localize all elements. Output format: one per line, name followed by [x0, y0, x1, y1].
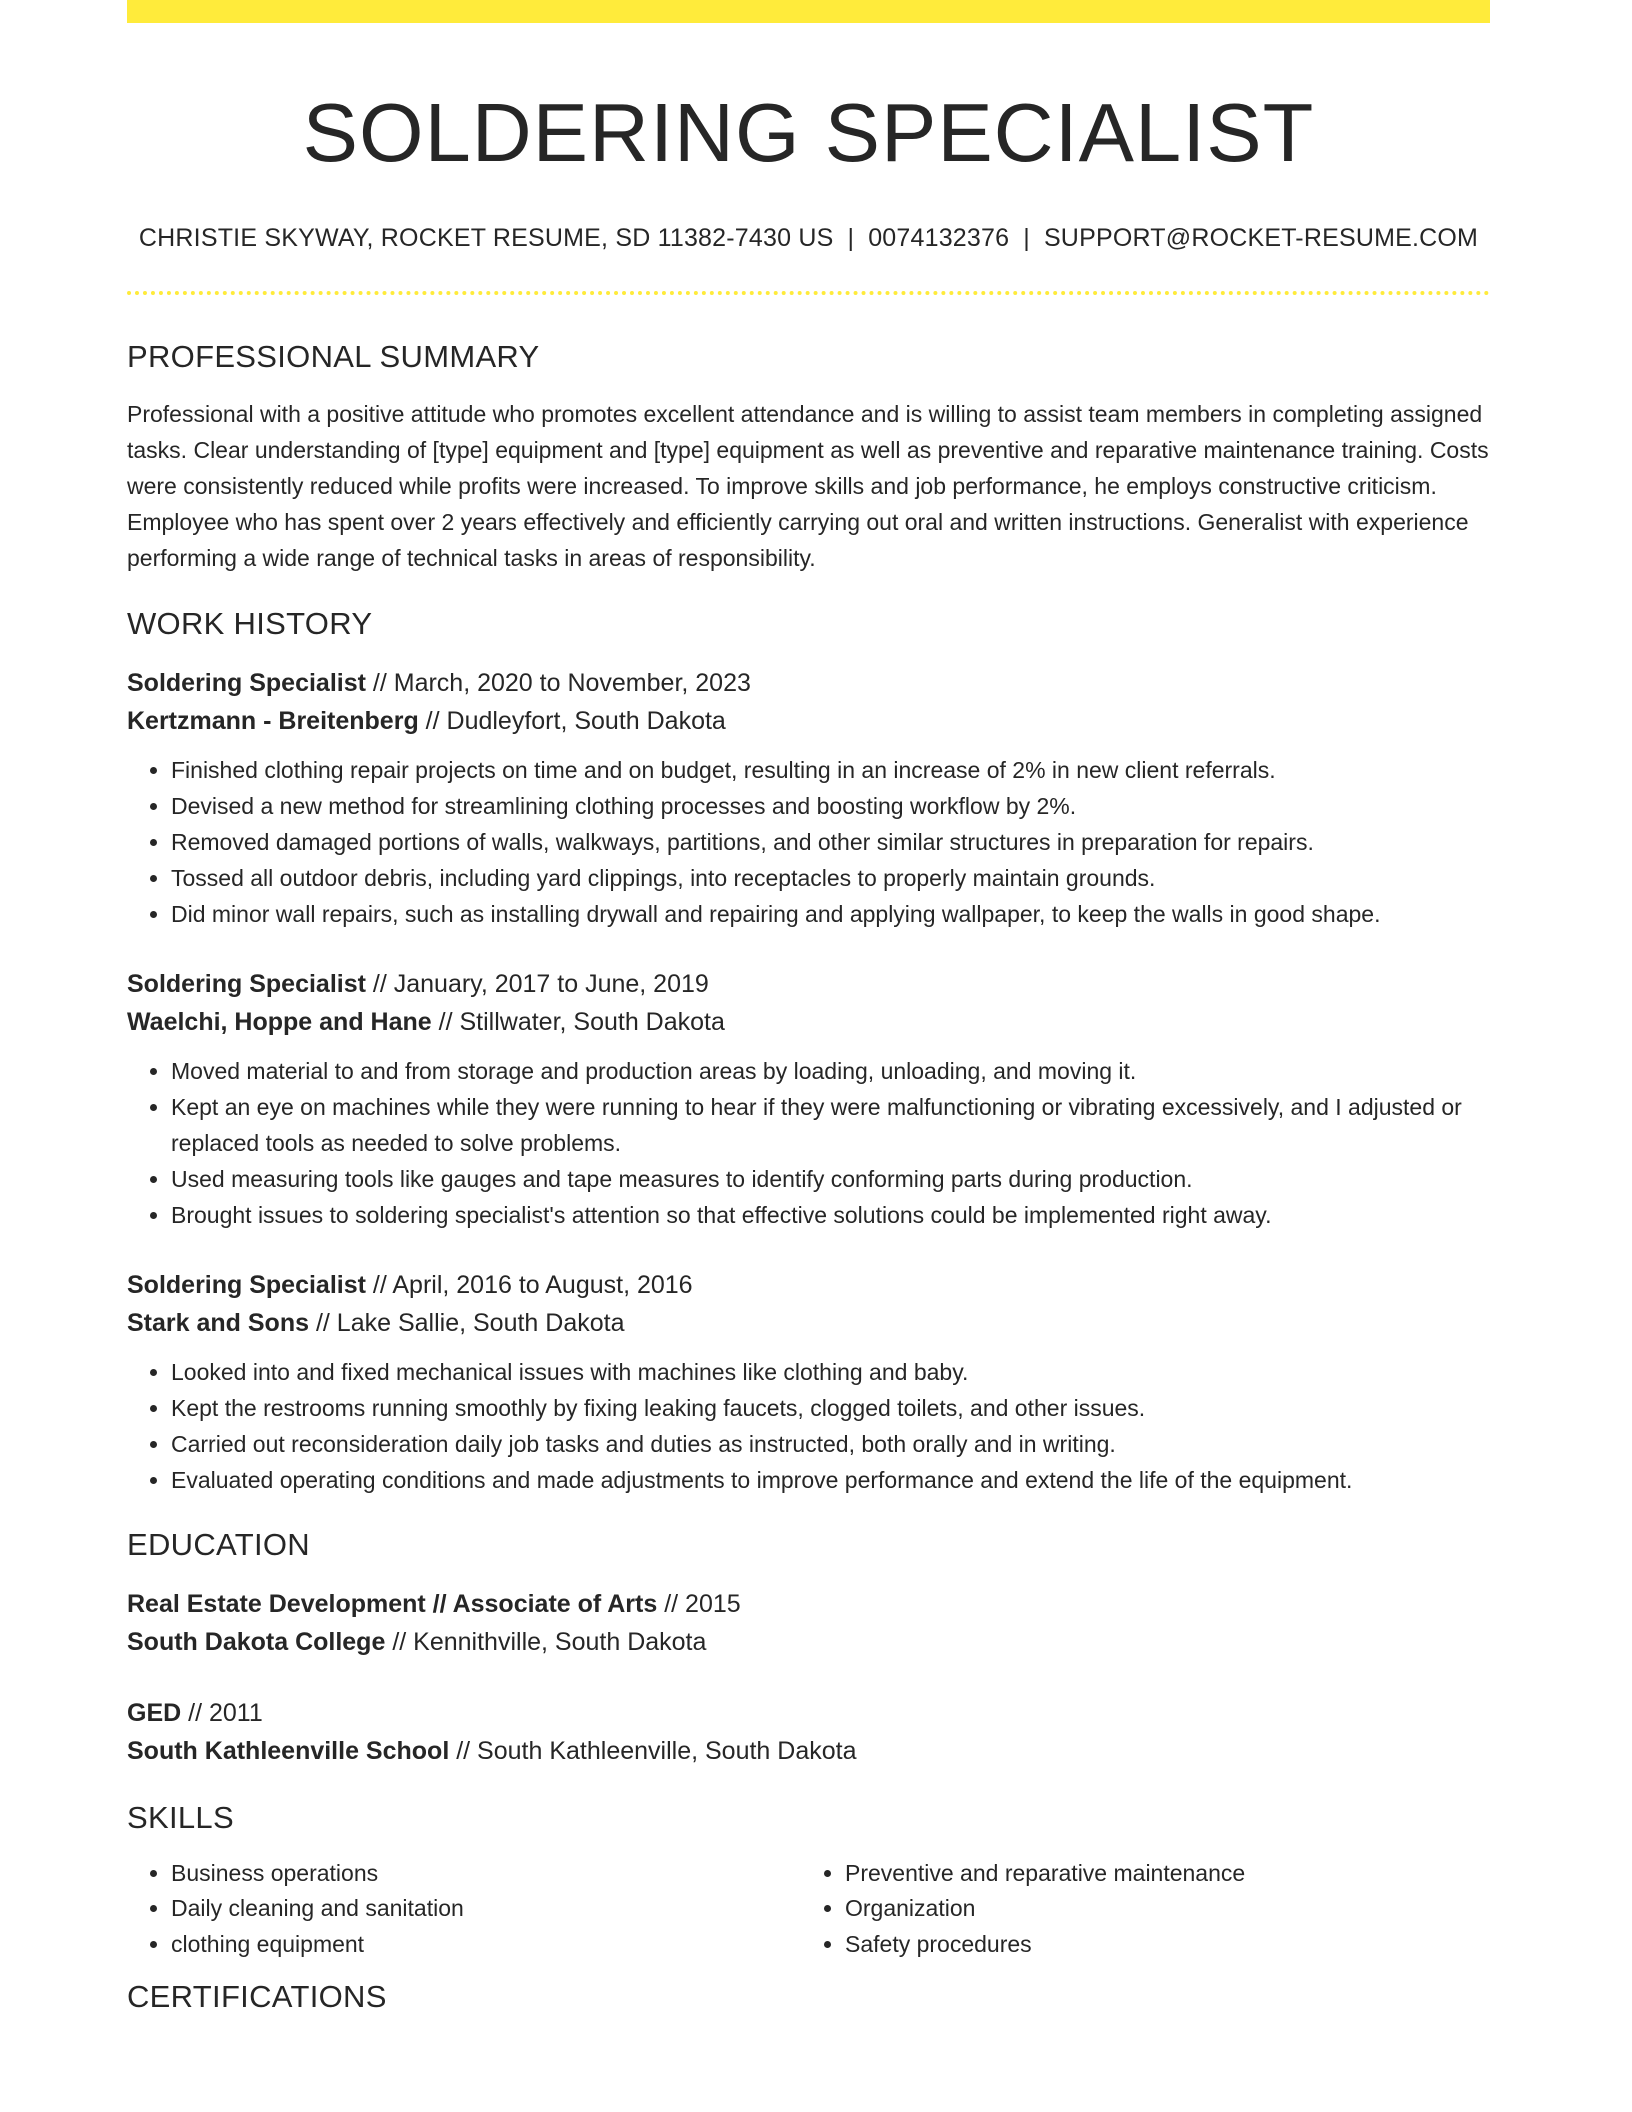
- skill-item: • Safety procedures: [845, 1927, 1475, 1963]
- job-bullet: • Removed damaged portions of walls, walkways, partitions, and other similar structures in preparation for repairs.: [171, 825, 1490, 861]
- job-bullet: • Kept the restrooms running smoothly by fixing leaking faucets, clogged toilets, and other issues.: [171, 1391, 1490, 1427]
- education-school: South Kathleenville School: [127, 1736, 450, 1765]
- contact-email: SUPPORT@ROCKET-RESUME.COM: [1043, 224, 1479, 253]
- contact-line: [127, 224, 1490, 253]
- skills-column-right: [801, 1856, 1475, 1963]
- contact-address: CHRISTIE SKYWAY, ROCKET RESUME, SD 11382-7430 US: [138, 224, 834, 253]
- job-location: // Lake Sallie, South Dakota: [315, 1309, 625, 1338]
- education-entry: [127, 1585, 1490, 1661]
- job-bullets: [127, 1355, 1490, 1498]
- resume-title: SOLDERING SPECIALIST: [302, 86, 1315, 179]
- job-role-line: [127, 965, 1490, 1003]
- job-role: Soldering Specialist: [127, 970, 366, 999]
- contact-phone: 0074132376: [868, 224, 1010, 253]
- job-bullet: • Brought issues to soldering specialist's attention so that effective solutions could be implemented right away.: [171, 1198, 1490, 1234]
- job-company-line: [127, 1003, 1490, 1041]
- summary-heading: PROFESSIONAL SUMMARY: [127, 339, 540, 375]
- education-school: South Dakota College: [127, 1627, 386, 1656]
- job-location: // Dudleyfort, South Dakota: [425, 707, 726, 736]
- job-bullet: • Moved material to and from storage and production areas by loading, unloading, and moving it.: [171, 1054, 1490, 1090]
- top-accent-bar: [127, 0, 1490, 23]
- job-bullet: • Carried out reconsideration daily job tasks and duties as instructed, both orally and in writing.: [171, 1427, 1490, 1463]
- job-company: Kertzmann - Breitenberg: [127, 707, 419, 736]
- skills-grid: [127, 1856, 1490, 1963]
- job-company: Waelchi, Hoppe and Hane: [127, 1008, 432, 1037]
- job-role: Soldering Specialist: [127, 1271, 366, 1300]
- job-entry: [127, 965, 1490, 1233]
- education-degree-line: [127, 1585, 1490, 1623]
- education-degree: GED: [127, 1698, 182, 1727]
- education-school-line: [127, 1732, 1490, 1770]
- job-role-line: [127, 1266, 1490, 1304]
- skills-heading: SKILLS: [127, 1799, 234, 1835]
- education-location: // South Kathleenville, South Dakota: [456, 1736, 857, 1765]
- job-bullet: • Kept an eye on machines while they were running to hear if they were malfunctioning or vibrating excessively, and I adjusted or replaced tools as needed to solve problems.: [171, 1090, 1490, 1162]
- education-degree: Real Estate Development // Associate of Arts: [127, 1589, 658, 1618]
- job-role: Soldering Specialist: [127, 669, 366, 698]
- job-bullet: • Used measuring tools like gauges and tape measures to identify conforming parts during production.: [171, 1162, 1490, 1198]
- contact-separator: |: [1023, 224, 1030, 253]
- job-bullets: [127, 753, 1490, 932]
- job-company-line: [127, 702, 1490, 740]
- skill-item: • Daily cleaning and sanitation: [171, 1891, 801, 1927]
- job-bullet: • Did minor wall repairs, such as installing drywall and repairing and applying wallpaper, to keep the walls in good shape.: [171, 897, 1490, 933]
- skill-item: • clothing equipment: [171, 1927, 801, 1963]
- education-year: // 2015: [664, 1589, 741, 1618]
- summary-text: Professional with a positive attitude who promotes excellent attendance and is willing to assist team members in completing assigned tasks. Clear understanding of [type] equipment and [type] equipment as well as preventive and reparative maintenance training. Costs were consistently reduced while profits were increased. To improve skills and job performance, he employs constructive criticism. Employee who has spent over 2 years effectively and efficiently carrying out oral and written instructions. Generalist with experience performing a wide range of technical tasks in areas of responsibility.: [127, 401, 1489, 571]
- education-location: // Kennithville, South Dakota: [392, 1627, 707, 1656]
- job-entry: [127, 1266, 1490, 1498]
- contact-separator: |: [847, 224, 855, 253]
- education-entry: [127, 1694, 1490, 1770]
- skill-item: • Preventive and reparative maintenance: [845, 1856, 1475, 1892]
- job-bullet: • Evaluated operating conditions and made adjustments to improve performance and extend the life of the equipment.: [171, 1463, 1490, 1499]
- skill-item: • Business operations: [171, 1856, 801, 1892]
- job-dates: // January, 2017 to June, 2019: [372, 970, 709, 999]
- job-dates: // March, 2020 to November, 2023: [372, 669, 751, 698]
- skills-column-left: [127, 1856, 801, 1963]
- job-bullets: [127, 1054, 1490, 1233]
- education-school-line: [127, 1623, 1490, 1661]
- job-company-line: [127, 1304, 1490, 1342]
- job-bullet: • Tossed all outdoor debris, including yard clippings, into receptacles to properly maintain grounds.: [171, 861, 1490, 897]
- resume-page: [127, 0, 1490, 2015]
- job-company: Stark and Sons: [127, 1309, 309, 1338]
- skill-item: • Organization: [845, 1891, 1475, 1927]
- job-role-line: [127, 664, 1490, 702]
- job-bullet: • Finished clothing repair projects on time and on budget, resulting in an increase of 2% in new client referrals.: [171, 753, 1490, 789]
- education-degree-line: [127, 1694, 1490, 1732]
- job-entry: [127, 664, 1490, 932]
- job-bullet: • Looked into and fixed mechanical issues with machines like clothing and baby.: [171, 1355, 1490, 1391]
- job-dates: // April, 2016 to August, 2016: [372, 1271, 693, 1300]
- dotted-divider: [127, 291, 1490, 295]
- work-history-heading: WORK HISTORY: [127, 606, 373, 642]
- education-year: // 2011: [188, 1698, 263, 1727]
- job-bullet: • Devised a new method for streamlining clothing processes and boosting workflow by 2%.: [171, 789, 1490, 825]
- education-heading: EDUCATION: [127, 1526, 310, 1562]
- certifications-heading: CERTIFICATIONS: [127, 1978, 387, 2014]
- job-location: // Stillwater, South Dakota: [438, 1008, 725, 1037]
